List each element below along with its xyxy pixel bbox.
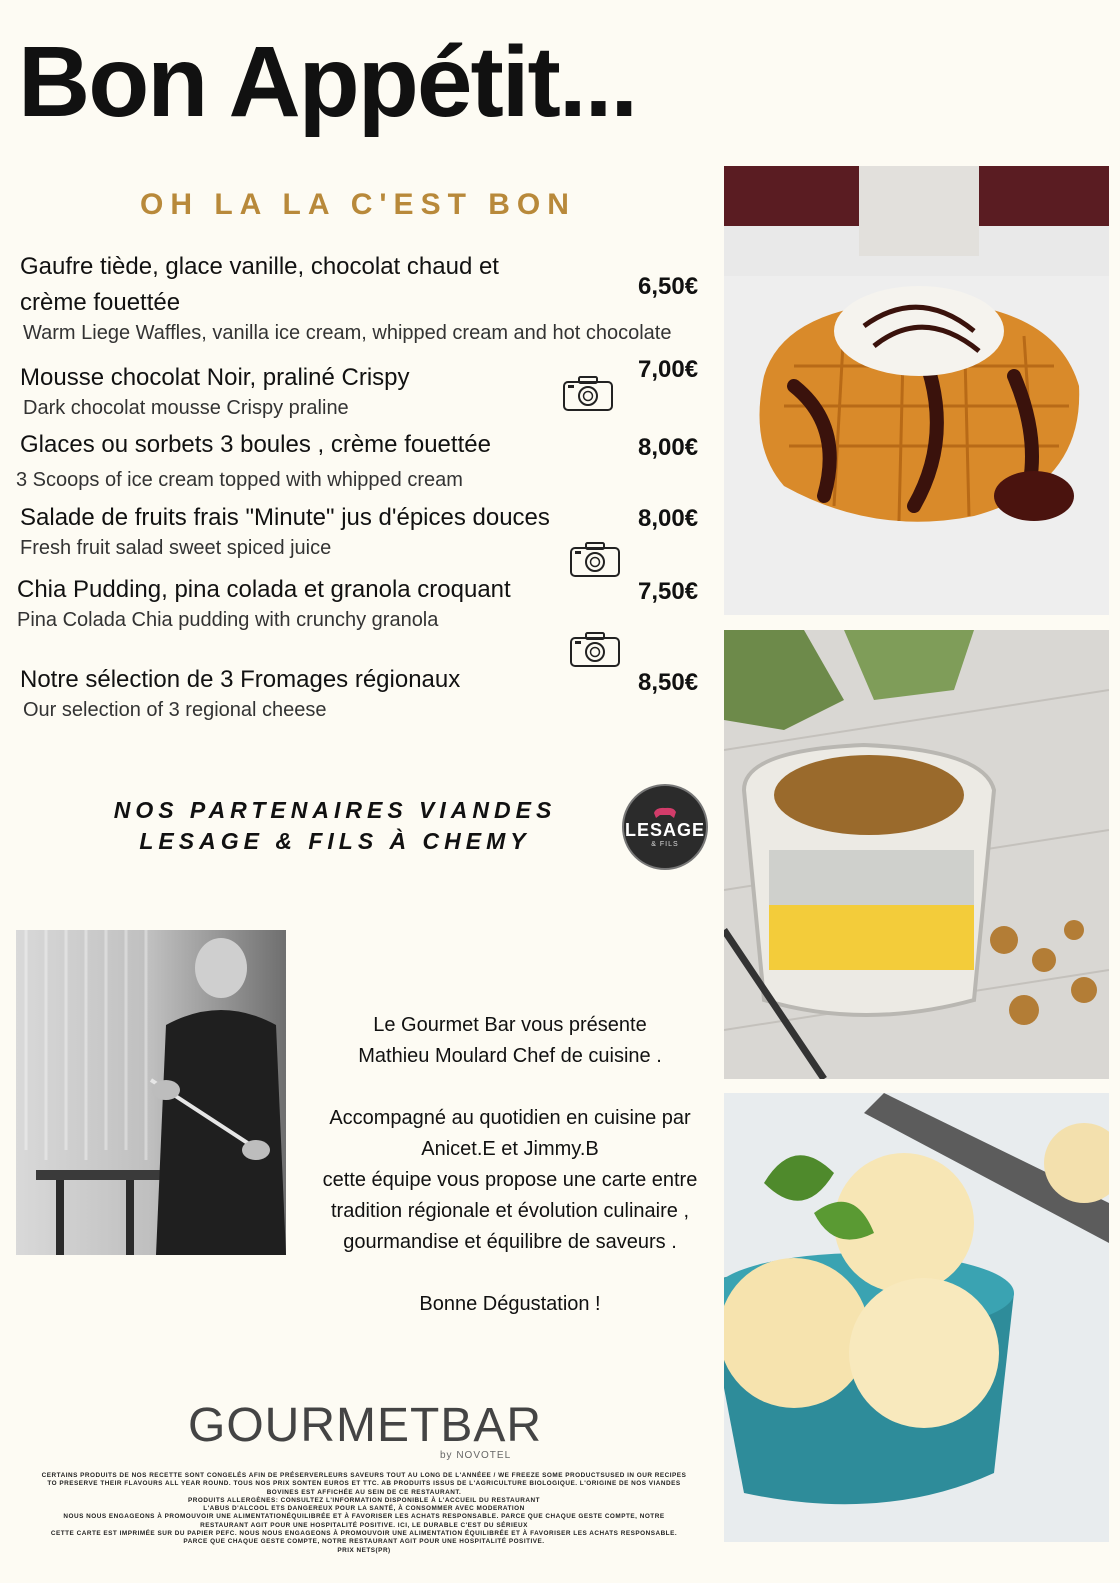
dish-name: Gaufre tiède, glace vanille, chocolat chaud et	[20, 253, 499, 280]
dish-description: Our selection of 3 regional cheese	[23, 699, 327, 721]
footer-line: CERTAINS PRODUITS DE NOS RECETTE SONT CONGELÉS AFIN DE PRÉSERVERLEURS SAVEURS TOUT AU LONG DE L'ANNÉEE / WE FREEZE SOME PRODUCTSUSED IN OUR RECIPES	[41, 1472, 687, 1479]
footer-line: PARCE QUE CHAQUE GESTE COMPTE, NOTRE RESTAURANT AGIT POUR UNE HOSPITALITÉ POSITIVE.	[183, 1538, 545, 1546]
page-title: Bon Appétit...	[18, 26, 637, 138]
dish-name: Chia Pudding, pina colada et granola croquant	[17, 576, 511, 603]
dish-description: Warm Liege Waffles, vanilla ice cream, whipped cream and hot chocolate	[23, 322, 672, 344]
camera-icon	[562, 374, 614, 412]
logo-text: LESAGE	[624, 820, 705, 840]
chia-pudding-photo	[724, 630, 1109, 1079]
intro-line: Anicet.E et Jimmy.B	[421, 1138, 599, 1160]
footer-line: NOUS NOUS ENGAGEONS À PROMOUVOIR UNE ALIMENTATIONÉQUILIBRÉE ET À FAVORISER LES ACHATS RESPONSABLE. PARCE QUE CHAQUE GESTE COMPTE, NOTRE	[63, 1513, 665, 1521]
footer-line: CETTE CARTE EST IMPRIMÉE SUR DU PAPIER PEFC. NOUS NOUS ENGAGEONS À PROMOUVOIR UNE ALIMENTATION ÉQUILIBRÉE ET À FAVORISER LES ACHATS RESPONSABLE.	[50, 1530, 678, 1538]
logo-subtext: & FILS	[651, 841, 679, 848]
dish-price: 8,00€	[638, 434, 699, 461]
dish-price: 6,50€	[638, 273, 699, 300]
footer-line: PRIX NETS(PR)	[337, 1546, 391, 1554]
intro-line: gourmandise et équilibre de saveurs .	[343, 1231, 677, 1253]
dish-description: 3 Scoops of ice cream topped with whipped cream	[16, 469, 463, 491]
intro-text	[290, 1010, 730, 1320]
brand-subtitle: by NOVOTEL	[440, 1450, 512, 1461]
footer-line: RESTAURANT AGIT POUR UNE HOSPITALITÉ POSITIVE. ICI, LE DURABLE C'EST DU SÉRIEUX	[200, 1521, 528, 1529]
dish-price: 7,50€	[638, 578, 699, 605]
intro-line: Le Gourmet Bar vous présente	[373, 1014, 647, 1036]
footer-line: PRODUITS ALLERGÈNES: CONSULTEZ L'INFORMATION DISPONIBLE À L'ACCUEIL DU RESTAURANT	[187, 1496, 541, 1504]
gourmetbar-logo: GOURMETBAR	[188, 1399, 543, 1452]
camera-icon	[569, 630, 621, 668]
dish-description: Pina Colada Chia pudding with crunchy granola	[17, 609, 439, 631]
waffle-photo	[724, 166, 1109, 615]
chef-photo	[16, 930, 286, 1255]
legal-footer	[6, 1472, 722, 1555]
footer-line: L'ABUS D'ALCOOL ETS DANGEREUX POUR LA SANTÉ, À CONSOMMER AVEC MODERATION	[203, 1505, 525, 1513]
dish-name: crème fouettée	[20, 289, 181, 316]
intro-line: Mathieu Moulard Chef de cuisine .	[358, 1045, 662, 1067]
section-heading: OH LA LA C'EST BON	[140, 188, 576, 221]
intro-line: Accompagné au quotidien en cuisine par	[329, 1107, 691, 1129]
dish-price: 7,00€	[638, 356, 699, 383]
dish-description: Fresh fruit salad sweet spiced juice	[20, 537, 332, 559]
intro-line: tradition régionale et évolution culinaire ,	[331, 1200, 689, 1222]
dish-price: 8,00€	[638, 505, 699, 532]
footer-line: TO PRESERVE THEIR FLAVOURS ALL YEAR ROUND. TOUS NOS PRIX SONTEN EUROS ET TTC. AB PRODUITS ISSUS DE L'AGRICULTURE BIOLOGIQUE. L'ORIGINE DE NOS VIANDES	[47, 1480, 681, 1488]
dish-name: Salade de fruits frais "Minute" jus d'épices douces	[20, 504, 550, 531]
bull-icon	[652, 806, 678, 820]
dish-description: Dark chocolat mousse Crispy praline	[23, 397, 349, 419]
intro-line: cette équipe vous propose une carte entre	[322, 1169, 698, 1191]
dish-name: Glaces ou sorbets 3 boules , crème fouettée	[20, 431, 491, 458]
lesage-logo	[622, 784, 708, 870]
footer-line: BOVINES EST AFFICHÉE AU SEIN DE CE RESTAURANT.	[266, 1488, 462, 1496]
intro-line: Bonne Dégustation !	[419, 1293, 601, 1315]
partners-heading	[100, 795, 570, 857]
ice-cream-photo	[724, 1093, 1109, 1542]
camera-icon	[569, 540, 621, 578]
partners-line1: NOS PARTENAIRES VIANDES	[113, 797, 557, 823]
dish-name: Notre sélection de 3 Fromages régionaux	[20, 666, 461, 693]
partners-line2: LESAGE & FILS À CHEMY	[139, 828, 531, 854]
dish-price: 8,50€	[638, 669, 699, 696]
dish-name: Mousse chocolat Noir, praliné Crispy	[20, 364, 410, 391]
